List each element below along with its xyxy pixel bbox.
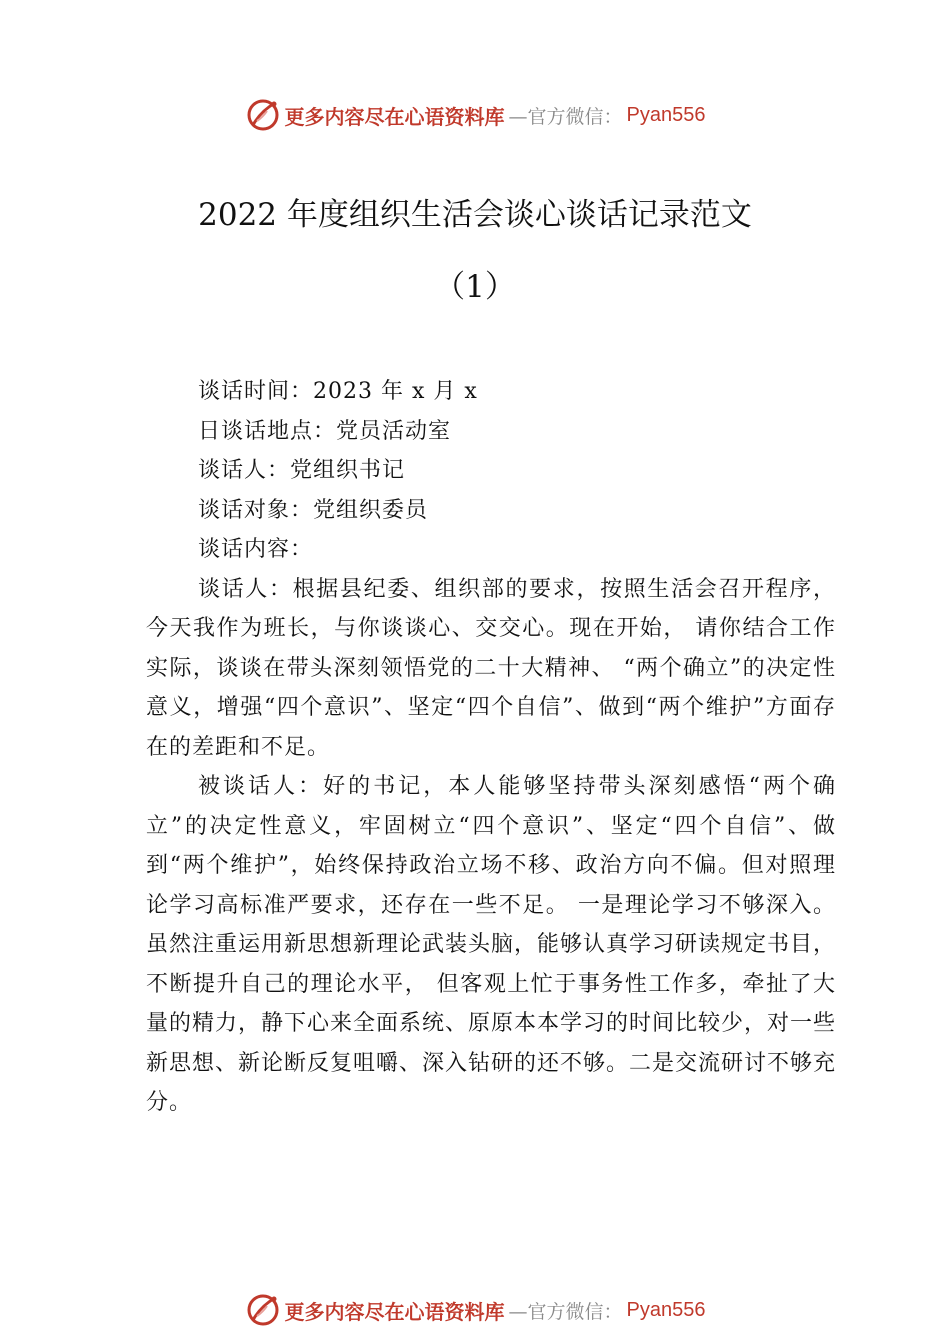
watermark-text: 更多内容尽在心语资料库	[284, 104, 505, 129]
meta-talk-content-label: 谈话内容：	[198, 537, 314, 562]
watermark-label: —官方微信：	[508, 1300, 623, 1323]
document-body	[146, 372, 836, 1123]
brush-logo-icon	[245, 1292, 281, 1328]
document-subtitle-number: （1）	[434, 269, 516, 305]
meta-talk-time: 谈话时间：2023 年 x 月 x	[198, 379, 478, 404]
meta-talker: 谈话人：党组织书记	[198, 458, 406, 483]
footer-watermark	[0, 1290, 950, 1330]
watermark-label: —官方微信：	[508, 105, 623, 128]
paragraph-talker: 谈话人：根据县纪委、组织部的要求，按照生活会召开程序，今天我作为班长，与你谈谈心、交交心。现在开始， 请你结合工作实际，谈谈在带头深刻领悟党的二十大精神、 “两个确立”的决定性意义，增强“四个意识”、坚定“四个自信”、做到“两个维护”方面存在的差距和不足。	[146, 576, 836, 760]
paragraph-respondent: 被谈话人：好的书记，本人能够坚持带头深刻感悟“两个确立”的决定性意义，牢固树立“四个意识”、坚定“四个自信”、做到“两个维护”，始终保持政治立场不移、政治方向不偏。但对照理论学习高标准严要求，还存在一些不足。 一是理论学习不够深入。虽然注重运用新思想新理论武装头脑，能够认真学习研读规定书目，不断提升自己的理论水平， 但客观上忙于事务性工作多，牵扯了大量的精力，静下心来全面系统、原原本本学习的时间比较少，对一些新思想、新论断反复咀嚼、深入钻研的还不够。二是交流研讨不够充分。	[146, 774, 837, 1115]
meta-talk-location: 日谈话地点：党员活动室	[198, 418, 452, 444]
watermark-wechat-id: Pyan556	[626, 103, 706, 126]
watermark-text: 更多内容尽在心语资料库	[284, 1299, 505, 1324]
meta-talk-target: 谈话对象：党组织委员	[198, 497, 429, 523]
watermark-wechat-id: Pyan556	[626, 1298, 706, 1321]
brush-logo-icon	[245, 97, 281, 133]
document-title: 2022 年度组织生活会谈心谈话记录范文	[198, 197, 752, 233]
header-watermark	[0, 95, 950, 135]
